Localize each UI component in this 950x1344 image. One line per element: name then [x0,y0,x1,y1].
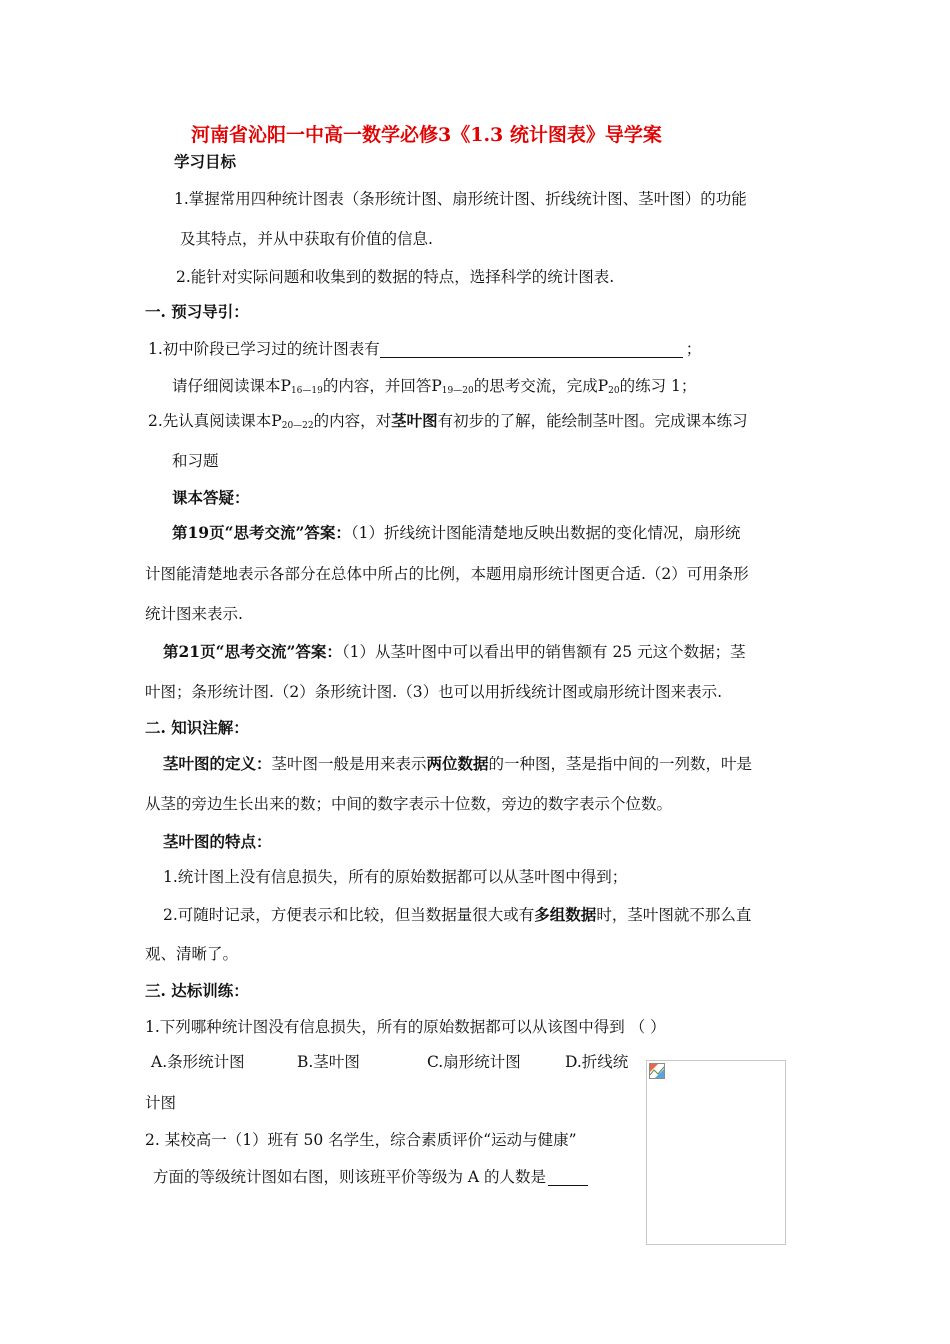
p21-line-1 [163,642,746,662]
read-text-a: 请仔细阅读课本P [172,377,291,395]
definition-line-2: 从茎的旁边生长出来的数；中间的数字表示十位数，旁边的数字表示个位数。 [145,795,673,813]
q2-bold-term: 茎叶图 [391,411,438,430]
read-text-c: 的思考交流，完成P [473,377,609,395]
feature-2-line-2: 观、清晰了。 [145,945,239,963]
q2-text-c: 有初步的了解，能绘制茎叶图。完成课本练习 [437,412,748,430]
definition-line-1 [163,754,752,774]
option-d-cont: 计图 [145,1094,177,1112]
feature-2-text-b: 时，茎叶图就不那么直 [596,906,752,924]
broken-image-icon [649,1063,665,1079]
answers-heading: 课本答疑： [172,488,250,507]
notes-heading: 二. 知识注解： [145,718,249,737]
training-q2-line-2 [153,1167,588,1187]
q2-text: 方面的等级统计图如右图，则该班平价等级为 A 的人数是 [153,1168,547,1186]
preview-q2 [148,411,748,436]
preview-q2-cont: 和习题 [172,452,219,470]
p21-label: 第21页“思考交流”答案： [163,642,342,661]
goals-heading: 学习目标 [174,152,237,171]
definition-label: 茎叶图的定义： [163,754,272,773]
feature-2-text-a: 2.可随时记录，方便表示和比较，但当数据量很大或有 [163,906,535,924]
q2-text-b: 的内容，对 [313,412,392,430]
definition-text-b: 的一种图，茎是指中间的一列数，叶是 [488,755,753,773]
option-b: B.茎叶图 [297,1053,360,1071]
training-q2-line-1: 2. 某校高一（1）班有 50 名学生，综合素质评价“运动与健康” [145,1131,577,1149]
p19-line-2: 计图能清楚地表示各部分在总体中所占的比例，本题用扇形统计图更合适.（2）可用条形 [145,565,749,583]
page-range-sub: 20—22 [281,421,314,431]
goal-1-line-1: 1.掌握常用四种统计图表（条形统计图、扇形统计图、折线统计图、茎叶图）的功能 [174,190,747,208]
preview-q1-text: 1.初中阶段已学习过的统计图表有 [148,340,380,358]
goal-2: 2.能针对实际问题和收集到的数据的特点，选择科学的统计图表. [176,268,615,286]
option-a: A.条形统计图 [151,1053,245,1071]
q2-text-a: 2.先认真阅读课本P [148,412,282,430]
read-text-d: 的练习 1； [619,377,697,395]
feature-2-bold-term: 多组数据 [534,905,597,924]
answer-blank [548,1169,588,1186]
definition-text-a: 茎叶图一般是用来表示 [271,755,427,773]
preview-heading: 一. 预习导引： [145,302,249,321]
answer-blank [380,341,683,358]
page-range-sub: 16—19 [290,386,323,396]
read-text-b: 的内容，并回答P [322,377,442,395]
features-heading: 茎叶图的特点： [163,832,272,851]
p21-text: （1）从茎叶图中可以看出甲的销售额有 25 元这个数据；茎 [341,643,746,661]
p21-line-2: 叶图；条形统计图.（2）条形统计图.（3）也可以用折线统计图或扇形统计图来表示. [145,683,723,701]
preview-q1 [148,339,701,359]
p19-text: （1）折线统计图能清楚地反映出数据的变化情况，扇形统 [350,524,741,542]
preview-read-1 [172,376,696,401]
option-c: C.扇形统计图 [427,1053,521,1071]
page-range-sub: 20 [608,386,620,396]
page-title: 河南省沁阳一中高一数学必修3《1.3 统计图表》导学案 [191,124,662,146]
goal-1-line-2: 及其特点，并从中获取有价值的信息. [180,230,433,248]
training-heading: 三. 达标训练： [145,981,249,1000]
page-range-sub: 19—20 [441,386,474,396]
preview-q1-end: ； [685,340,702,358]
chart-image-placeholder [646,1060,786,1245]
training-q1: 1.下列哪种统计图没有信息损失，所有的原始数据都可以从该图中得到 （ ） [145,1018,666,1036]
definition-bold-term: 两位数据 [426,754,489,773]
p19-label: 第19页“思考交流”答案： [172,523,351,542]
option-d: D.折线统 [565,1053,629,1071]
p19-line-3: 统计图来表示. [145,605,243,623]
p19-line-1 [172,523,741,543]
feature-1: 1.统计图上没有信息损失，所有的原始数据都可以从茎叶图中得到； [163,868,628,886]
feature-2-line-1 [163,905,751,925]
